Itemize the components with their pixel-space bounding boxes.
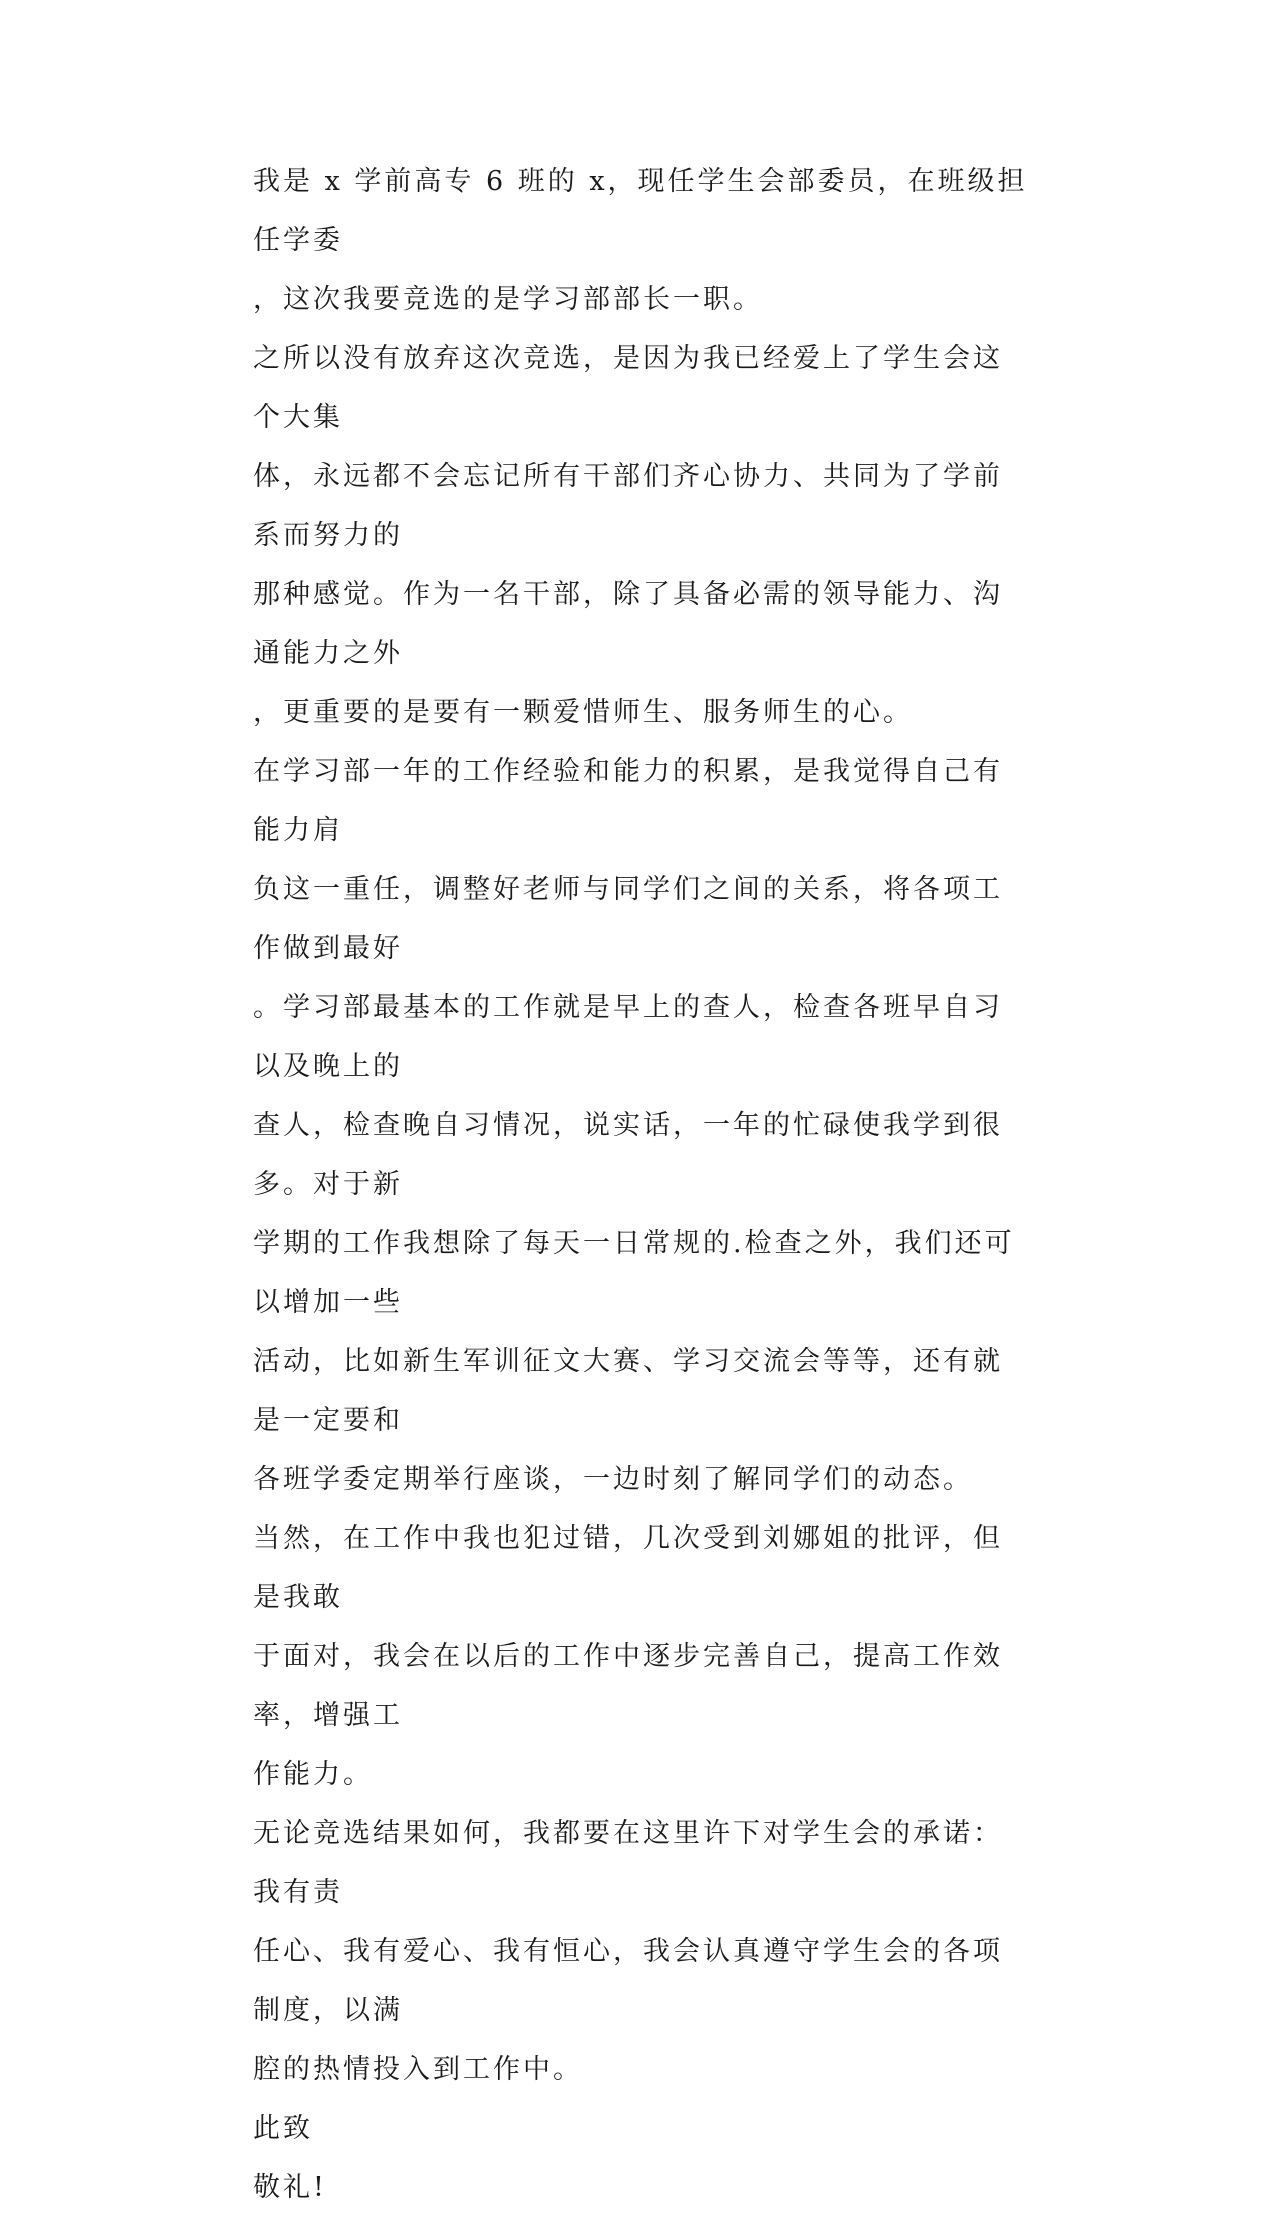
paragraph-4: 当然，在工作中我也犯过错，几次受到刘娜姐的批评，但是我敢 于面对，我会在以后的工作中逐步完善自己，提高工作效率，增强工 作能力。	[253, 1523, 1003, 1790]
paragraph-2: 之所以没有放弃这次竞选，是因为我已经爱上了学生会这个大集 体，永远都不会忘记所有干部们齐心协力、共同为了学前系而努力的 那种感觉。作为一名干部，除了具备必需的领导能力、沟通能力之外 ，更重要的是要有一颗爱惜师生、服务师生的心。	[253, 343, 1003, 728]
paragraph-5: 无论竞选结果如何，我都要在这里许下对学生会的承诺：我有责 任心、我有爱心、我有恒心，我会认真遵守学生会的各项制度，以满 腔的热情投入到工作中。	[253, 1818, 1003, 2085]
closing-line: 此致	[253, 2113, 313, 2144]
paragraph-1: 我是 x 学前高专 6 班的 x，现任学生会部委员，在班级担任学委 ，这次我要竞选的是学习部部长一职。	[253, 166, 1028, 315]
document-page	[180, 152, 1030, 2217]
salutation-line: 敬礼!	[253, 2172, 327, 2203]
paragraph-3: 在学习部一年的工作经验和能力的积累，是我觉得自己有能力肩 负这一重任，调整好老师与同学们之间的关系，将各项工作做到最好 。学习部最基本的工作就是早上的查人，检查各班早自习以及晚上的 查人，检查晚自习情况，说实话，一年的忙碌使我学到很多。对于新 学期的工作我想除了每天一日常规的.检查之外，我们还可以增加一些 活动，比如新生军训征文大赛、学习交流会等等，还有就是一定要和 各班学委定期举行座谈，一边时刻了解同学们的动态。	[253, 756, 1015, 1495]
